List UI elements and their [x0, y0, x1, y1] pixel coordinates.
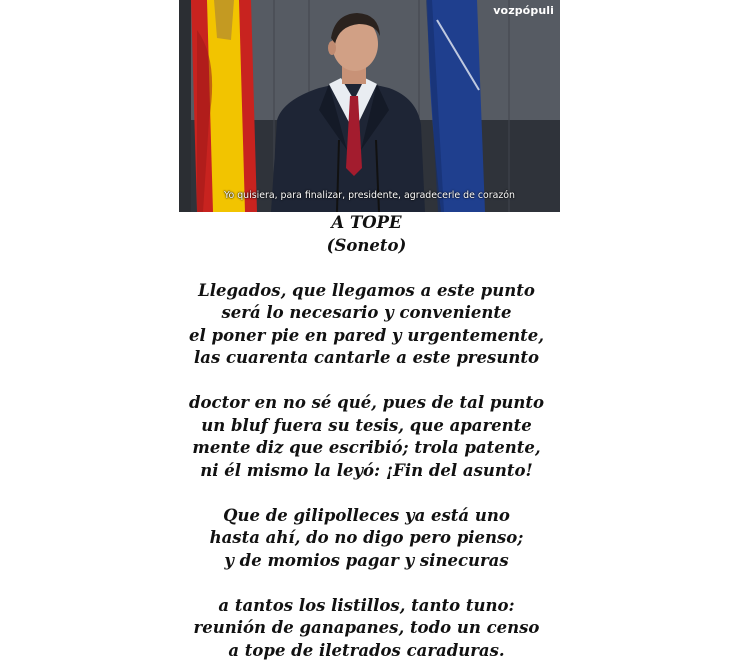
poem [0, 212, 733, 662]
poem-line: será lo necesario y conveniente [221, 303, 512, 322]
stanza-gap [0, 482, 733, 505]
video-scene [179, 0, 560, 212]
poem-title: A TOPE [331, 213, 402, 232]
spanish-flag [191, 0, 257, 212]
poem-line: ni él mismo la leyó: ¡Fin del asunto! [200, 460, 533, 480]
poem-line: mente diz que escribió; trola patente, [192, 438, 541, 457]
video-subtitle: Yo quisiera, para finalizar, presidente, agradecerle de corazón [224, 190, 515, 201]
stanza-gap [0, 257, 733, 280]
poem-line: doctor en no sé qué, pues de tal punto [188, 393, 545, 412]
poem-subtitle: (Soneto) [326, 235, 407, 255]
video-frame [179, 0, 560, 212]
stanza-gap [0, 572, 733, 595]
poem-line: el poner pie en pared y urgentemente, [189, 325, 544, 345]
watermark-logo: vozpópuli [493, 4, 554, 17]
poem-line: a tope de iletrados caraduras. [228, 640, 505, 660]
poem-line: reunión de ganapanes, todo un censo [193, 618, 540, 637]
poem-line: Llegados, que llegamos a este punto [198, 280, 535, 300]
stanza-gap [0, 370, 733, 393]
poem-line: y de momios pagar y sinecuras [224, 550, 509, 570]
poem-line: Que de gilipolleces ya está uno [223, 505, 510, 525]
poem-line: a tantos los listillos, tanto tuno: [218, 595, 515, 615]
poem-line: un bluf fuera su tesis, que aparente [201, 415, 532, 435]
poem-line: hasta ahí, do no digo pero pienso; [209, 528, 524, 547]
left-shadow [179, 0, 191, 212]
poem-line: las cuarenta cantarle a este presunto [194, 348, 539, 367]
